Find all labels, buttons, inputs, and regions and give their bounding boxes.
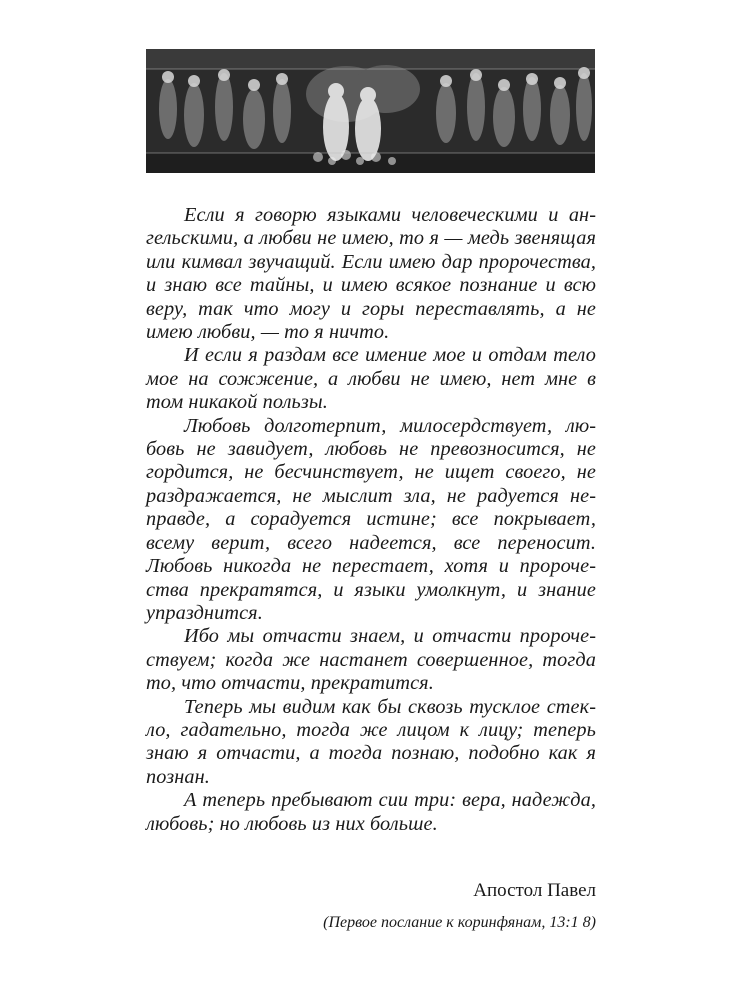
paragraph: Теперь мы видим как бы сквозь тусклое стекло, гадательно, тогда же лицом к лицу; теперь знаю я отчасти, а тогда познаю, подобно как я познан. bbox=[146, 695, 596, 788]
poem-text bbox=[146, 204, 596, 836]
engraved-scene-illustration bbox=[146, 49, 595, 173]
paragraph: И если я раздам все имение мое и отдам тело мое на сожжение, а любви не имею, нет мне в том никакой пользы. bbox=[146, 344, 596, 414]
source-citation: (Первое послание к коринфянам, 13:1 8) bbox=[323, 914, 596, 931]
paragraph: А теперь пребывают сии три: вера, надежда, любовь; но любовь из них больше. bbox=[146, 789, 596, 835]
paragraph: Ибо мы отчасти знаем, и отчасти пророчествуем; когда же настанет совершенное, тогда то, что отчасти, прекратится. bbox=[146, 625, 596, 695]
paragraph: Любовь долготерпит, милосердствует, любовь не завидует, любовь не превозносится, не гордится, не бесчинствует, не ищет своего, не раздражается, не мыслит зла, не радуется неправде, а сорадуется истине; все покрывает, всему верит, всего надеется, все переносит. Любовь никогда не перестает, хотя и пророчества прекратятся, и языки умолкнут, и знание упразднится. bbox=[146, 414, 596, 624]
illustration-icon bbox=[146, 49, 595, 173]
paragraph: Если я говорю языками человеческими и ангельскими, а любви не имею, то я — медь звенящая или кимвал звучащий. Если имею дар пророчества, и знаю все тайны, и имею всякое познание и всю веру, так что могу и горы переставлять, а не имею любви, — то я ничто. bbox=[146, 204, 596, 344]
author-name: Апостол Павел bbox=[473, 880, 596, 901]
